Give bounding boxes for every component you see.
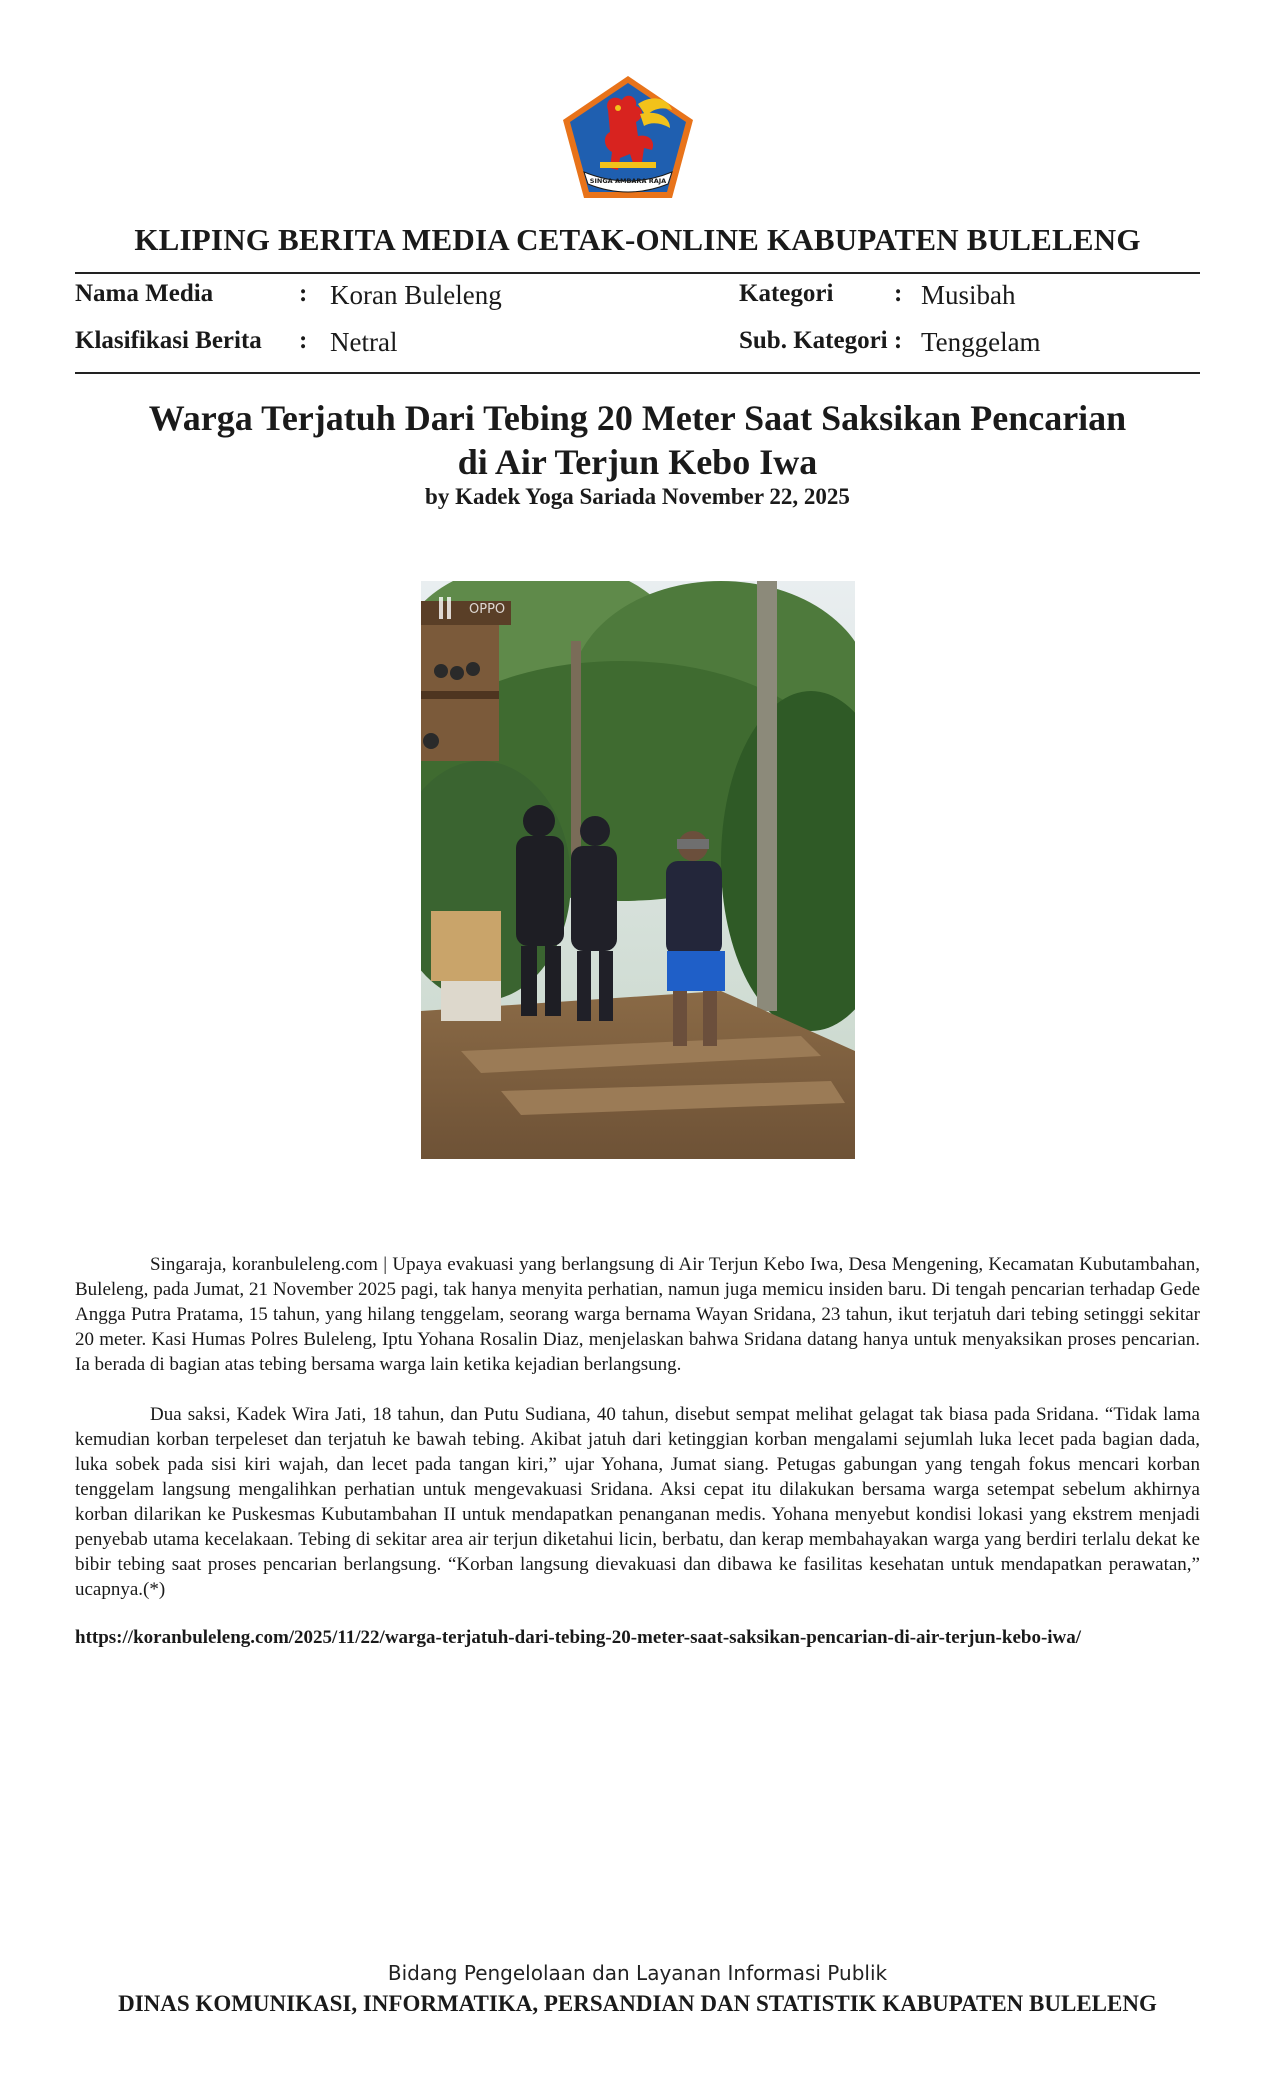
article-paragraph-2 (75, 1402, 1200, 1602)
divider-bottom (75, 372, 1200, 374)
article-source-url: https://koranbuleleng.com/2025/11/22/warga-terjatuh-dari-tebing-20-meter-saat-saksikan-pencarian-di-air-terjun-kebo-iwa/ (75, 1627, 1082, 1648)
klasifikasi-label: Klasifikasi Berita (75, 327, 262, 354)
klasifikasi-value: Netral (330, 327, 398, 357)
article-paragraph-2-text: Dua saksi, Kadek Wira Jati, 18 tahun, dan Putu Sudiana, 40 tahun, disebut sempat melihat gelagat tak biasa pada Sridana. “Tidak lama kemudian korban terpeleset dan terjatuh ke bawah tebing. Akibat jatuh dari ketinggian korban mengalami sejumlah luka lecet pada bagian dada, luka sobek pada sisi kiri wajah, dan lecet pada tangan kiri,” ujar Yohana, Jumat siang. Petugas gabungan yang tengah fokus mencari korban tenggelam langsung mengalihkan perhatian untuk mengevakuasi Sridana. Aksi cepat itu dilakukan bersama warga setempat sebelum akhirnya korban dilarikan ke Puskesmas Kubutambahan II untuk mendapatkan penanganan medis. Yohana menyebut kondisi lokasi yang ekstrem menjadi penyebab utama kecelakaan. Tebing di sekitar area air terjun diketahui licin, berbatu, dan kerap membahayakan warga yang berdiri terlalu dekat ke bibir tebing saat proses pencarian berlangsung. “Korban langsung dievakuasi dan dibawa ke fasilitas kesehatan untuk mendapatkan perawatan,” ucapnya.(*) (75, 1404, 1200, 1600)
clipping-header-title: KLIPING BERITA MEDIA CETAK-ONLINE KABUPATEN BULELENG (134, 222, 1141, 257)
subkategori-label: Sub. Kategori : (739, 327, 903, 354)
media-colon: : (299, 280, 308, 307)
media-label: Nama Media (75, 280, 214, 307)
footer-agency: DINAS KOMUNIKASI, INFORMATIKA, PERSANDIAN DAN STATISTIK KABUPATEN BULELENG (118, 1991, 1157, 2016)
article-title-line-1: Warga Terjatuh Dari Tebing 20 Meter Saat Saksikan Pencarian (148, 398, 1127, 438)
buleleng-emblem-logo (560, 74, 696, 200)
footer-division: Bidang Pengelolaan dan Layanan Informasi Publik (387, 1961, 888, 1985)
svg-text:SINGA AMBARA RAJA: SINGA AMBARA RAJA (589, 177, 667, 185)
news-photo (421, 581, 855, 1159)
article-title-line-2: di Air Terjun Kebo Iwa (457, 442, 818, 482)
subkategori-value: Tenggelam (921, 327, 1041, 357)
article-title (100, 396, 1175, 484)
kategori-value: Musibah (921, 280, 1016, 310)
media-value: Koran Buleleng (330, 280, 502, 310)
article-paragraph-1-text: Singaraja, koranbuleleng.com | Upaya evakuasi yang berlangsung di Air Terjun Kebo Iwa, Desa Mengening, Kecamatan Kubutambahan, Buleleng, pada Jumat, 21 November 2025 pagi, tak hanya menyita perhatian, namun juga memicu insiden baru. Di tengah pencarian terhadap Gede Angga Putra Pratama, 15 tahun, yang hilang tenggelam, seorang warga bernama Wayan Sridana, 23 tahun, ikut terjatuh dari tebing setinggi sekitar 20 meter. Kasi Humas Polres Buleleng, Iptu Yohana Rosalin Diaz, menjelaskan bahwa Sridana datang hanya untuk menyaksikan proses pencarian. Ia berada di bagian atas tebing bersama warga lain ketika kejadian berlangsung. (75, 1254, 1200, 1375)
klasifikasi-colon: : (299, 327, 308, 354)
kategori-label: Kategori (739, 280, 834, 307)
article-paragraph-1 (75, 1252, 1200, 1377)
kategori-colon: : (894, 280, 903, 307)
photo-watermark: OPPO (469, 602, 506, 617)
divider-top (75, 272, 1200, 274)
article-byline: by Kadek Yoga Sariada November 22, 2025 (425, 484, 850, 509)
